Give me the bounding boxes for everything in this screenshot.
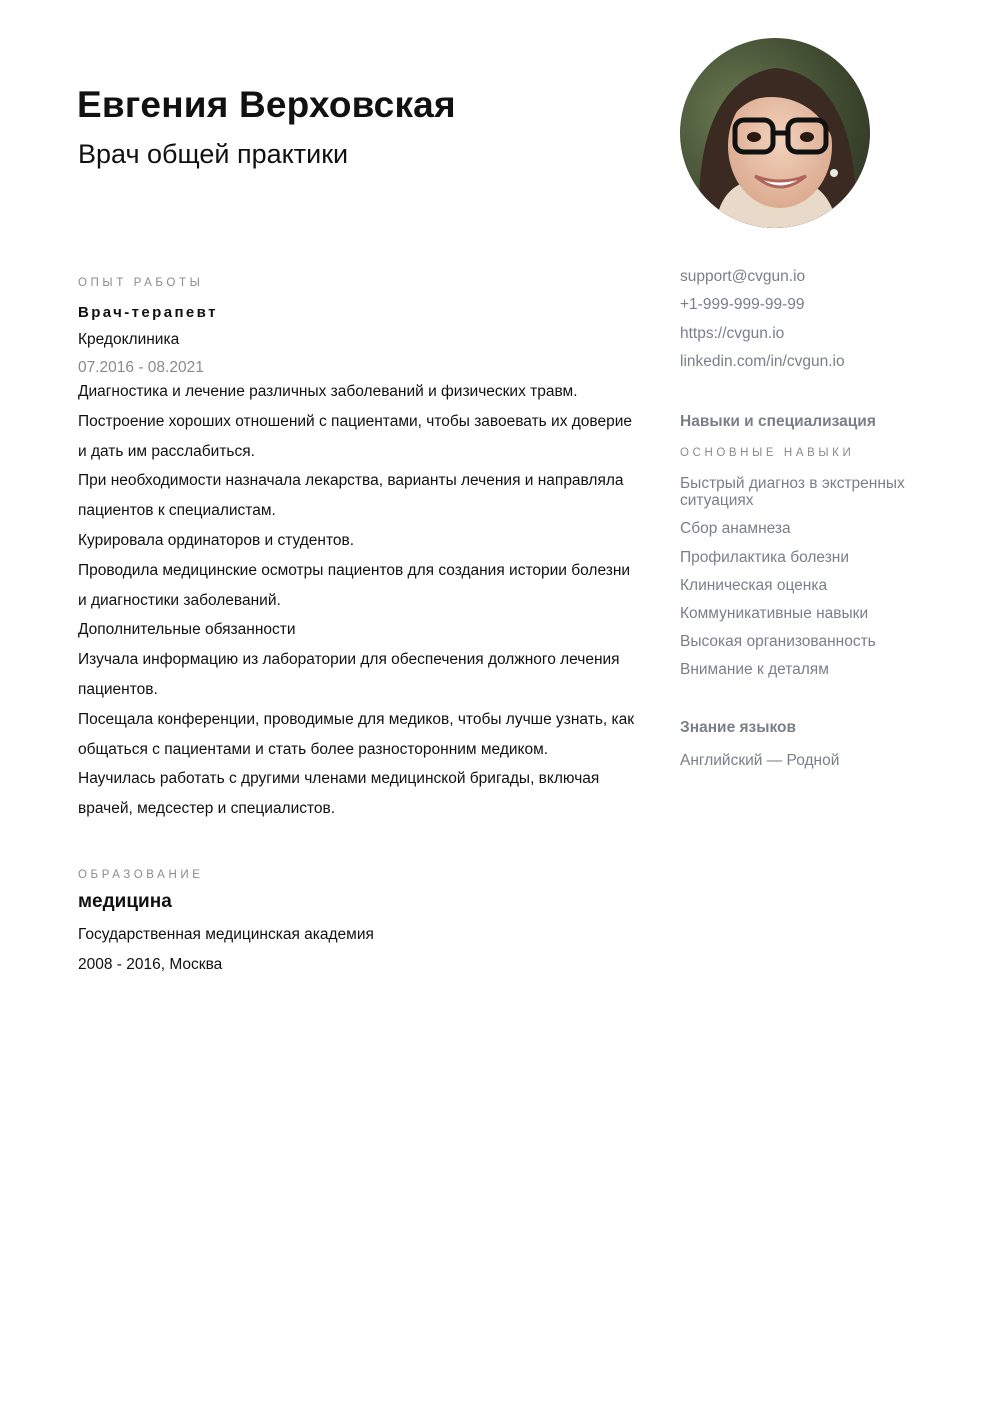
job-duties [78, 377, 668, 824]
main-column [78, 277, 668, 974]
skills-subheading: ОСНОВНЫЕ НАВЫКИ [680, 447, 855, 460]
duty-line: Дополнительные обязанности [78, 621, 296, 639]
duty-line: При необходимости назначала лекарства, варианты лечения и направляла [78, 472, 624, 490]
duty-line: Проводила медицинские осмотры пациентов для создания истории болезни [78, 561, 631, 579]
education-dates-location: 2008 - 2016, Москва [78, 955, 223, 973]
skill-item: Быстрый диагноз в экстренных ситуациях [680, 475, 905, 510]
duty-line: и дать им расслабиться. [78, 442, 255, 460]
duty-line: Посещала конференции, проводимые для медиков, чтобы лучше узнать, как [78, 710, 635, 728]
skill-item: Высокая организованность [680, 633, 876, 651]
contact-linkedin[interactable]: linkedin.com/in/cvgun.io [680, 352, 845, 370]
languages-heading: Знание языков [680, 719, 797, 737]
candidate-title: Врач общей практики [78, 139, 349, 169]
skill-item: Внимание к деталям [680, 661, 829, 679]
skills-heading: Навыки и специализация [680, 413, 876, 431]
job-title: Врач-терапевт [78, 304, 218, 321]
company-name: Кредоклиника [78, 331, 180, 348]
duty-line: и диагностики заболеваний. [78, 591, 281, 609]
skill-item: Клиническая оценка [680, 576, 828, 594]
contact-phone[interactable]: +1-999-999-99-99 [680, 296, 805, 314]
duty-line: пациентов. [78, 680, 158, 698]
duty-line: Курировала ординаторов и студентов. [78, 531, 355, 549]
sidebar [680, 263, 950, 770]
experience-section-label: ОПЫТ РАБОТЫ [78, 277, 204, 289]
candidate-name: Евгения Верховская [77, 84, 456, 125]
skill-item: Сбор анамнеза [680, 520, 791, 538]
duty-line: пациентов к специалистам. [78, 502, 276, 520]
duty-line: врачей, медсестер и специалистов. [78, 800, 336, 818]
contacts [680, 263, 950, 376]
duty-line: общаться с пациентами и стать более разносторонним медиком. [78, 740, 549, 758]
profile-photo [680, 38, 870, 228]
duty-line: Построение хороших отношений с пациентами, чтобы завоевать их доверие [78, 412, 633, 430]
contact-email[interactable]: support@cvgun.io [680, 268, 806, 285]
education-degree: медицина [78, 890, 172, 912]
skills-list [680, 475, 950, 678]
skill-item: Профилактика болезни [680, 548, 850, 566]
duty-line: Изучала информацию из лаборатории для обеспечения должного лечения [78, 651, 620, 669]
language-item: Английский — Родной [680, 752, 840, 770]
duty-line: Диагностика и лечение различных заболеваний и физических травм. [78, 383, 578, 400]
contact-website[interactable]: https://cvgun.io [680, 324, 785, 342]
education-school: Государственная медицинская академия [78, 925, 374, 943]
skill-item: Коммуникативные навыки [680, 604, 869, 622]
duty-line: Научилась работать с другими членами медицинской бригады, включая [78, 770, 600, 788]
job-dates: 07.2016 - 08.2021 [78, 359, 204, 376]
education-section-label: ОБРАЗОВАНИЕ [78, 868, 204, 881]
